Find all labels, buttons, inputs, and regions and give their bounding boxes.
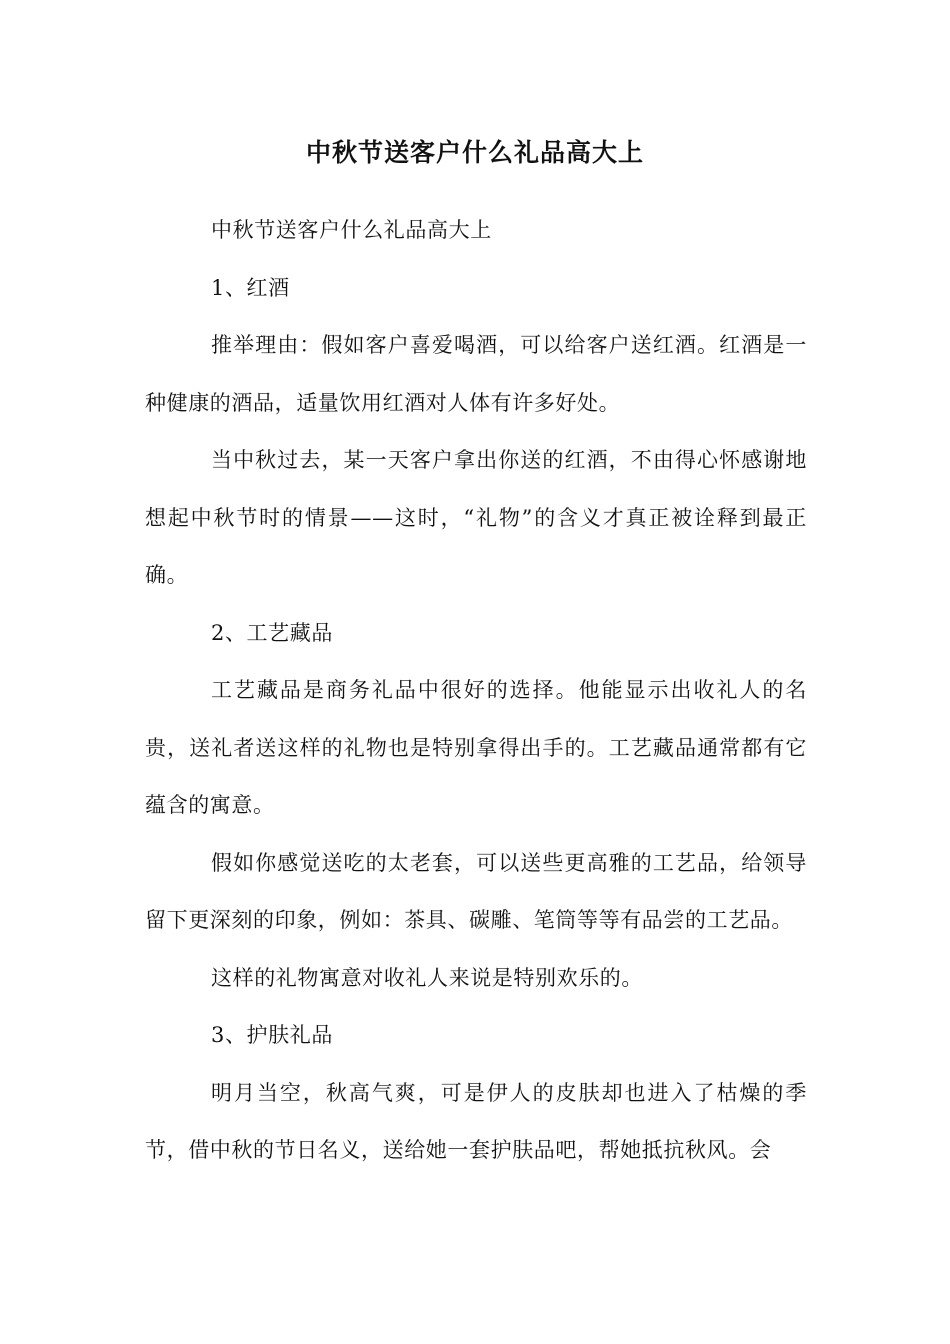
section-heading-red-wine: 1、红酒 — [211, 275, 290, 300]
section-heading-skincare: 3、护肤礼品 — [211, 1023, 333, 1047]
paragraph-red-wine-memory: 当中秋过去，某一天客户拿出你送的红酒，不由得心怀感谢地想起中秋节时的情景——这时，“礼物”的含义才真正被诠释到最正确。 — [145, 448, 807, 587]
section-heading-crafts: 2、工艺藏品 — [211, 620, 333, 645]
paragraph-crafts-intro: 工艺藏品是商务礼品中很好的选择。他能显示出收礼人的名贵，送礼者送这样的礼物也是特别拿得出手的。工艺藏品通常都有它蕴含的寓意。 — [145, 678, 807, 817]
paragraph-red-wine-reason: 推举理由：假如客户喜爱喝酒，可以给客户送红酒。红酒是一种健康的酒品，适量饮用红酒对人体有许多好处。 — [145, 333, 807, 415]
subtitle-paragraph: 中秋节送客户什么礼品高大上 — [211, 218, 492, 242]
document-title: 中秋节送客户什么礼品高大上 — [305, 138, 644, 167]
paragraph-skincare: 明月当空，秋高气爽，可是伊人的皮肤却也进入了枯燥的季节，借中秋的节日名义，送给她一套护肤品吧，帮她抵抗秋风。会 — [145, 1080, 807, 1162]
paragraph-crafts-examples: 假如你感觉送吃的太老套，可以送些更高雅的工艺品，给领导留下更深刻的印象，例如：茶具、碳雕、笔筒等等有品尝的工艺品。 — [145, 850, 807, 932]
paragraph-crafts-meaning: 这样的礼物寓意对收礼人来说是特别欢乐的。 — [211, 965, 643, 990]
document-body — [145, 202, 807, 1180]
